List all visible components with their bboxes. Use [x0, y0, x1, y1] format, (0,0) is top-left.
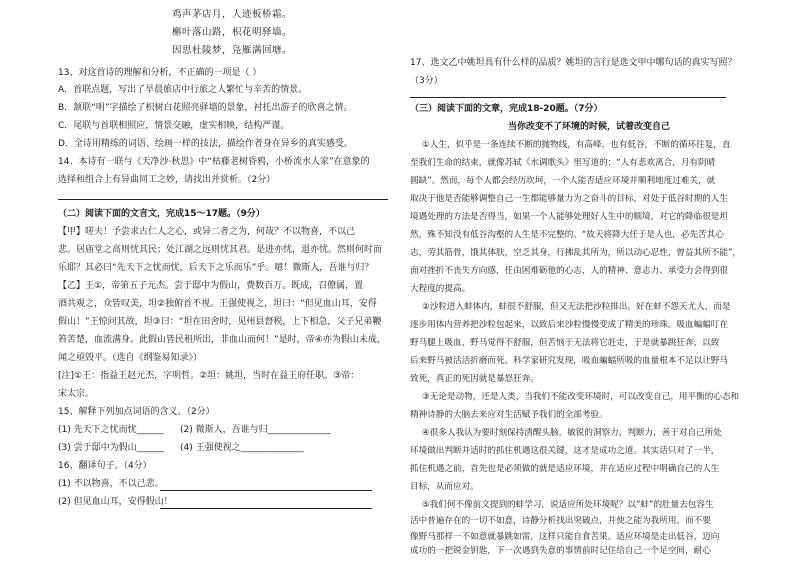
question-15-item: (4) 王强使视之______________: [180, 443, 304, 453]
question-14-stem: 14、本诗有一联与《天净沙·秋思》中“枯藤老树昏鸦，小桥流水人家”在意象的: [58, 157, 370, 167]
question-14-stem-cont: 选择和组合上有异曲同工之妙，请找出并赏析。（2分）: [58, 175, 276, 185]
question-16-item: (1) 不以物喜，不以己悲。: [58, 479, 164, 489]
passage-line: 【甲】嗟夫！予尝求古仁人之心，或异二者之为，何哉？不以物喜，不以己: [58, 227, 356, 237]
article-line: ①人生，似乎是一条连续不断的抛物线，有高峰，也有低谷，不断的循环往复，直: [422, 140, 731, 150]
article-line: 至我们生命的结束，就像苏轼《水调歌头》里写道的：“人有悲欢离合，月有阴晴: [410, 158, 716, 168]
question-17-stem-cont: （3分）: [410, 76, 443, 86]
answer-line: [58, 199, 388, 200]
article-line: 大程度的提高。: [410, 284, 471, 294]
article-line: 目标，从而应对。: [410, 482, 479, 492]
article-line: 活中普遍存在的一切不如意，诗静分析找出突破点，并使之能为我所用。而不要: [410, 516, 711, 526]
question-17-stem: 17、选文乙中姚坦具有什么样的品质？姚坦的言行是选文甲中哪句话的真实写照？: [410, 58, 737, 68]
answer-line: [160, 508, 372, 509]
article-line: 像野马那样一不如意就暴跳如雷，这样只能自食苦果。适应环境是走出低谷，迈向: [410, 532, 720, 542]
article-line: 逐步用体内营养把沙粒包起来，以致后来沙粒慢慢变成了精美的珍珠。吸血蝙蝠叮在: [410, 320, 728, 330]
article-line: ②沙粒进入蚌体内，蚌很不舒服，但又无法把沙粒排出。好在蚌不怨天尤人，而是: [422, 302, 731, 312]
question-15-stem: 15、解释下列加点词语的含义。（2分）: [58, 407, 215, 417]
answer-line: [410, 97, 726, 98]
article-line: 精神诗静的大脑去来应对生活赋予我们的全部考验。: [410, 410, 608, 420]
question-13-option-c: C．尾联与首联相照应，情景交融，虚实相映，结构严谨。: [58, 121, 290, 131]
question-13-option-d: D．全诗用精练的词语、绘画一样的技法，描绘作者身在异乡的真实感受。: [58, 139, 353, 149]
question-15-item: (1) 先天下之忧而忧______: [58, 425, 164, 435]
question-15-item: (3) 尝于邸中为假山______: [58, 443, 164, 453]
question-13-stem: 13、对这首诗的理解和分析，不正确的一项是（ ）: [58, 68, 262, 78]
article-line: 圆缺”。然而，每个人都会经历坎坷，一个人能否适应环境并顺利地度过难关，就: [410, 176, 716, 186]
article-line: ④很多人我认为要时刻保持清醒头脑，敏锐的洞察力，判断力，善于对自己所处: [422, 428, 722, 438]
answer-line: [160, 490, 372, 491]
section-2-title: （二）阅读下面的文言文，完成15～17题。（9分）: [58, 209, 265, 219]
passage-line: 笞苦楚，血流满身。此假山皆民租所出，非血山而何！”是时，帝④亦为假山未成，: [58, 335, 386, 345]
passage-line: 酒共观之，众皆叹美，坦②独俯首不视。王强使视之，坦曰：“但见血山耳，安得: [58, 299, 377, 309]
article-line: ⑤我们何不像前文提到的蚌学习，说适应所处环境呢？以“蚌”的肚量去包容生: [422, 500, 714, 510]
article-line: 境遇处理的方法是否得当，如果一个人能够处理好人生中的顺境，对它的降临很是坦: [410, 212, 728, 222]
passage-note: 宋太宗。: [58, 389, 95, 399]
passage-note: [注]①王：指益王赵元杰，字明哲。②坦：姚坦，当时在益王府任职。③帝：: [58, 371, 360, 381]
article-line: 志，劳其筋骨，饿其体肤，空乏其身，行拂乱其所为，所以动心忍性，曾益其所不能”，: [410, 248, 742, 258]
passage-line: 闻之亟毁平。（选自《纲鉴易知录》）: [58, 353, 203, 363]
poem-line: 因思杜陵梦，凫雁满回塘。: [172, 45, 293, 56]
passage-line: 【乙】王①，帝第五子元杰。尝于邸中为假山，费数百万。既成，召僚属，置: [58, 281, 364, 291]
passage-line: 假山！”王惊问其故，坦③曰：“坦在田舍时，见州县督税，上下相急，父子兄弟鞭: [58, 317, 382, 327]
passage-line: 乐耶？其必曰“先天下之忧而忧，后天下之乐而乐”乎。噫！微斯人，吾谁与归？: [58, 263, 374, 273]
article-line: 面对挫折不丧失方向感，任由困难砺他的心志，人的精神、意志力、承受力会得到很: [410, 266, 728, 276]
section-3-title: （三）阅读下面的文章，完成18-20题。（7分）: [410, 104, 603, 114]
article-line: 后来野马被活活折磨而死。科学家研究发现，吸血蝙蝠所吸的血量根本不足以让野马: [410, 356, 728, 366]
article-title: 当你改变不了环境的时候，试着改变自己: [508, 122, 671, 132]
article-line: ③无论是动物，还是人类，当我们不能改变环境时，可以改变自己，用平衡的心态和: [422, 392, 740, 402]
article-line: 致死，真正的死因就是暴怒狂奔。: [410, 374, 539, 384]
passage-line: 悲。居庙堂之高则忧其民；处江湖之远则忧其君。是进亦忧，退亦忧。然则何时而: [58, 245, 383, 255]
question-13-option-b: B．颔联“明”字描绘了枳树白花照亮驿墙的景象，衬托出游子的欣喜之情。: [58, 103, 353, 113]
article-line: 取决于他是否能够调整自己一生都能够量力为之奋斗的目标，对处于低谷时期的人生: [410, 194, 728, 204]
article-line: 野马腿上吸血，野马觉得不舒服，但苦恼于无法将它赶走，于是就暴跳狂奔，以致: [410, 338, 720, 348]
question-13-option-a: A．首联点题，写出了旱晨旅店中行旅之人繁忙与辛苦的情景。: [58, 85, 308, 95]
article-line: 然，殊不知没有低谷沟壑的人生是不完整的。“故天将降大任于是人也，必先苦其心: [410, 230, 724, 240]
article-line: 成功的一把锐金钥匙，下一次遇到失意的事情前时记住给自己一个足空间，耐心: [410, 546, 711, 556]
poem-line: 鸡声茅店月，人迹板桥霜。: [172, 9, 293, 20]
article-line: 环境做出判断并适时的抓住机遇这很关键，这才是成功之道。其实话只对了一半，: [410, 446, 720, 456]
article-line: 抓住机遇之前，首先也是必须做的就是适应环境，并在适应过程中明确自己的人生: [410, 464, 720, 474]
question-16-item: (2) 但见血山耳，安得假山！: [58, 497, 173, 507]
question-16-stem: 16、翻译句子。（4分）: [58, 461, 152, 471]
poem-line: 槲叶落山路，枳花明驿墙。: [172, 27, 293, 38]
question-15-item: (2) 微斯人，吾谁与归______________: [180, 425, 331, 435]
